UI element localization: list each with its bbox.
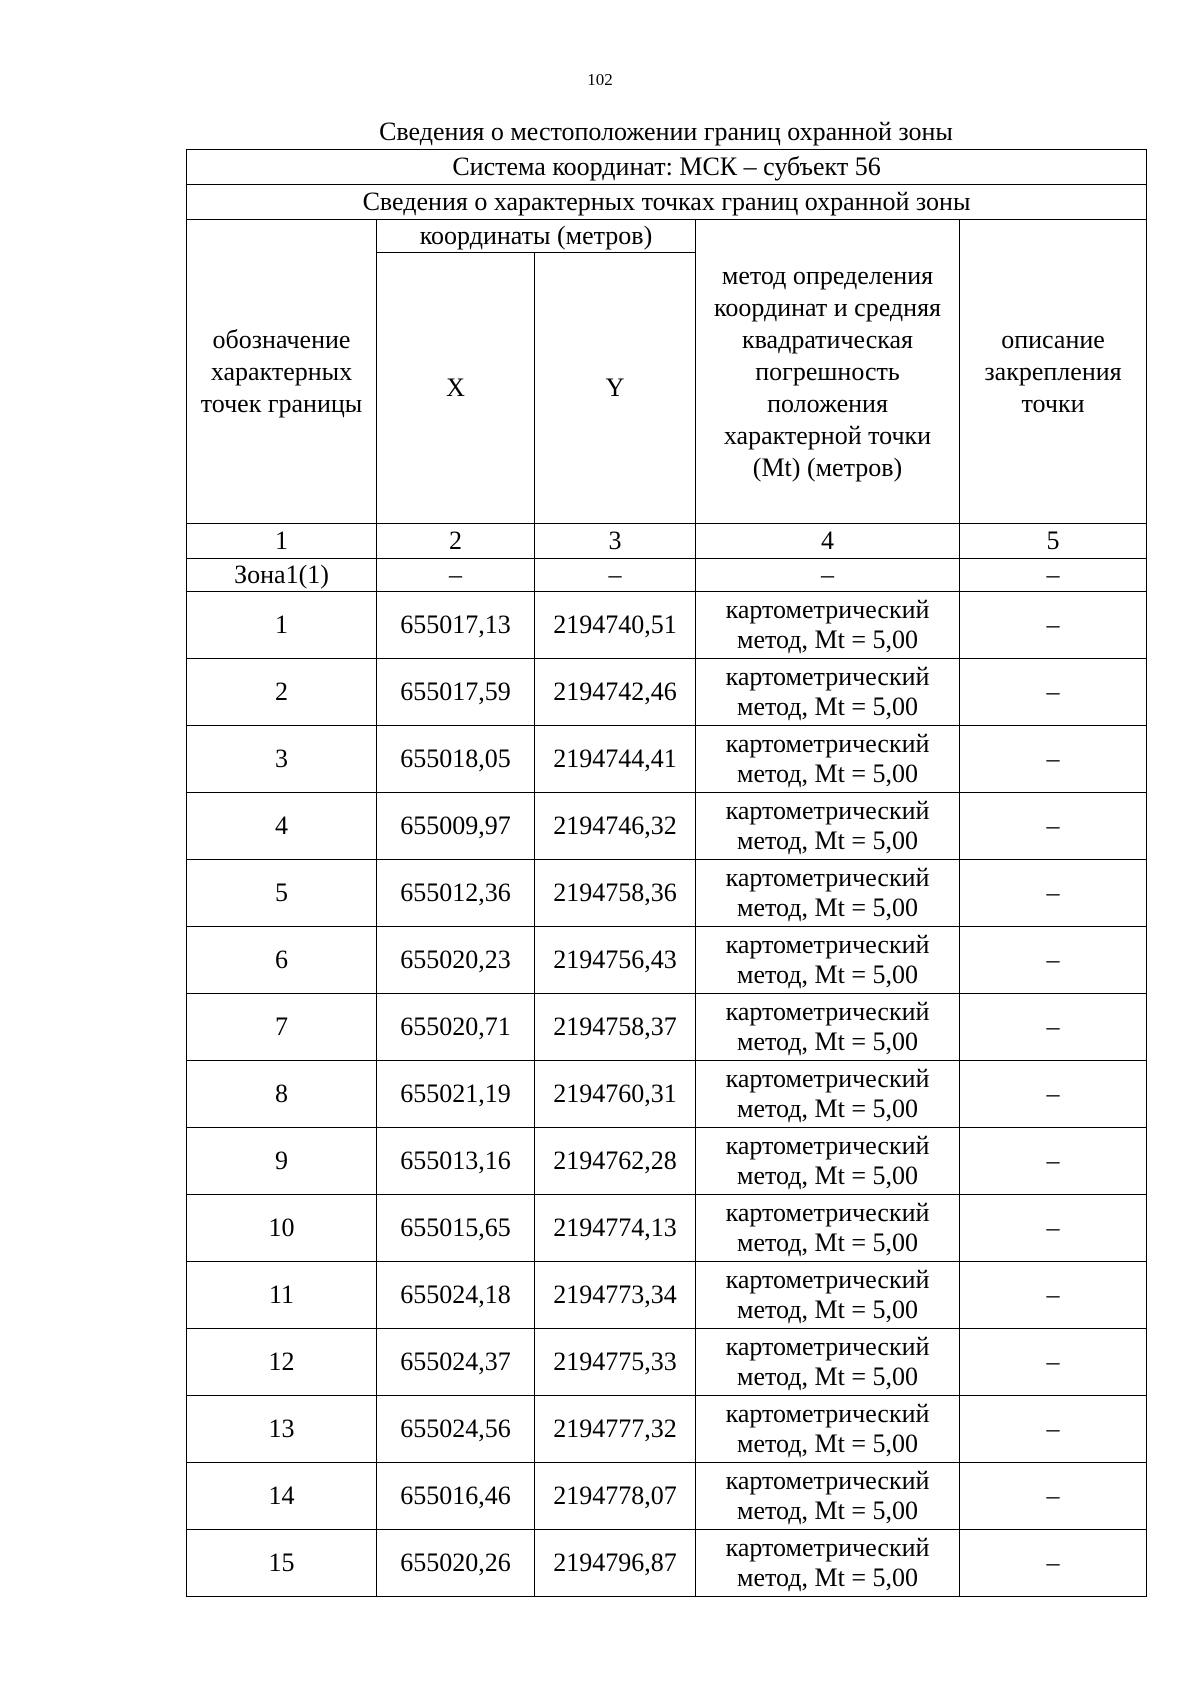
point-number: 13 [187, 1396, 377, 1463]
point-number: 11 [187, 1262, 377, 1329]
point-description: – [960, 726, 1147, 793]
point-number: 12 [187, 1329, 377, 1396]
boundary-points-table [186, 149, 1147, 1597]
point-description: – [960, 1329, 1147, 1396]
point-number: 4 [187, 793, 377, 860]
coordinate-x: 655020,71 [377, 994, 535, 1061]
method-cell [696, 1530, 960, 1597]
coordinate-x: 655013,16 [377, 1128, 535, 1195]
coordinate-x: 655024,18 [377, 1262, 535, 1329]
zone-description: – [960, 559, 1147, 592]
document-title: Сведения о местоположении границ охранной зоны [379, 117, 953, 146]
method-cell [696, 726, 960, 793]
method-cell [696, 1396, 960, 1463]
coordinate-y: 2194773,34 [535, 1262, 696, 1329]
header-point-designation: обозначение характерных точек границы [187, 220, 377, 524]
table-row [187, 726, 1147, 793]
zone-label: Зона1(1) [187, 559, 377, 592]
points-header-cell: Сведения о характерных точках границ охранной зоны [187, 185, 1147, 220]
column-number: 4 [696, 524, 960, 559]
point-description: – [960, 1530, 1147, 1597]
method-cell [696, 1061, 960, 1128]
method-line: картометрический [725, 1265, 930, 1294]
table-row [187, 927, 1147, 994]
coordinate-x: 655017,59 [377, 659, 535, 726]
method-line: картометрический [725, 1064, 930, 1093]
coordinate-x: 655017,13 [377, 592, 535, 659]
method-line: метод, Mt = 5,00 [737, 893, 918, 922]
column-number: 2 [377, 524, 535, 559]
coordinate-y: 2194775,33 [535, 1329, 696, 1396]
column-number: 3 [535, 524, 696, 559]
point-description: – [960, 994, 1147, 1061]
coordinate-y: 2194760,31 [535, 1061, 696, 1128]
table-row [187, 592, 1147, 659]
method-line: картометрический [725, 729, 930, 758]
method-line: картометрический [725, 997, 930, 1026]
method-line: картометрический [725, 796, 930, 825]
coordinate-x: 655021,19 [377, 1061, 535, 1128]
method-cell [696, 659, 960, 726]
table-row [187, 1128, 1147, 1195]
point-description: – [960, 927, 1147, 994]
point-description: – [960, 1061, 1147, 1128]
point-description: – [960, 1396, 1147, 1463]
coordinate-y: 2194758,36 [535, 860, 696, 927]
coordinate-x: 655020,23 [377, 927, 535, 994]
coordinate-system-cell: Система координат: МСК – субъект 56 [187, 150, 1147, 185]
method-line: метод, Mt = 5,00 [737, 1161, 918, 1190]
method-line: метод, Mt = 5,00 [737, 1563, 918, 1592]
column-number: 5 [960, 524, 1147, 559]
method-cell [696, 994, 960, 1061]
point-description: – [960, 793, 1147, 860]
method-cell [696, 1262, 960, 1329]
point-number: 9 [187, 1128, 377, 1195]
method-line: метод, Mt = 5,00 [737, 960, 918, 989]
method-line: метод, Mt = 5,00 [737, 1228, 918, 1257]
point-description: – [960, 860, 1147, 927]
table-row [187, 1195, 1147, 1262]
coordinate-y: 2194740,51 [535, 592, 696, 659]
coordinate-x: 655009,97 [377, 793, 535, 860]
page-number: 102 [587, 70, 613, 89]
point-description: – [960, 1262, 1147, 1329]
method-line: метод, Mt = 5,00 [737, 625, 918, 654]
point-description: – [960, 592, 1147, 659]
table-row [187, 793, 1147, 860]
coordinate-y: 2194758,37 [535, 994, 696, 1061]
method-cell [696, 793, 960, 860]
zone-x: – [377, 559, 535, 592]
point-description: – [960, 659, 1147, 726]
method-cell [696, 1329, 960, 1396]
method-line: картометрический [725, 595, 930, 624]
method-cell [696, 927, 960, 994]
method-line: метод, Mt = 5,00 [737, 826, 918, 855]
coordinate-y: 2194774,13 [535, 1195, 696, 1262]
header-y: Y [535, 253, 696, 524]
point-number: 1 [187, 592, 377, 659]
table-row [187, 860, 1147, 927]
table-row [187, 1061, 1147, 1128]
method-line: картометрический [725, 662, 930, 691]
point-description: – [960, 1195, 1147, 1262]
point-description: – [960, 1463, 1147, 1530]
method-line: картометрический [725, 1131, 930, 1160]
point-number: 6 [187, 927, 377, 994]
coordinate-y: 2194778,07 [535, 1463, 696, 1530]
table-row [187, 1463, 1147, 1530]
coordinate-system-row [187, 150, 1147, 185]
method-line: метод, Mt = 5,00 [737, 1496, 918, 1525]
coordinate-x: 655024,56 [377, 1396, 535, 1463]
point-number: 3 [187, 726, 377, 793]
table-row [187, 659, 1147, 726]
coordinate-y: 2194756,43 [535, 927, 696, 994]
point-number: 7 [187, 994, 377, 1061]
point-number: 15 [187, 1530, 377, 1597]
column-number-row [187, 524, 1147, 559]
coordinate-x: 655020,26 [377, 1530, 535, 1597]
table-row [187, 994, 1147, 1061]
header-description: описание закрепления точки [960, 220, 1147, 524]
method-line: метод, Mt = 5,00 [737, 1295, 918, 1324]
method-line: картометрический [725, 1332, 930, 1361]
coordinate-x: 655024,37 [377, 1329, 535, 1396]
table-row [187, 1329, 1147, 1396]
method-cell [696, 1128, 960, 1195]
column-number: 1 [187, 524, 377, 559]
method-cell [696, 1463, 960, 1530]
method-line: метод, Mt = 5,00 [737, 1094, 918, 1123]
method-line: картометрический [725, 863, 930, 892]
coordinate-y: 2194744,41 [535, 726, 696, 793]
coordinate-y: 2194746,32 [535, 793, 696, 860]
coordinate-x: 655012,36 [377, 860, 535, 927]
method-cell [696, 1195, 960, 1262]
method-line: метод, Mt = 5,00 [737, 1429, 918, 1458]
method-cell [696, 860, 960, 927]
method-line: картометрический [725, 1198, 930, 1227]
coordinate-x: 655018,05 [377, 726, 535, 793]
coordinate-y: 2194762,28 [535, 1128, 696, 1195]
point-number: 5 [187, 860, 377, 927]
zone-row [187, 559, 1147, 592]
coordinate-y: 2194777,32 [535, 1396, 696, 1463]
header-x: X [377, 253, 535, 524]
method-line: картометрический [725, 1399, 930, 1428]
method-line: метод, Mt = 5,00 [737, 1027, 918, 1056]
method-line: метод, Mt = 5,00 [737, 1362, 918, 1391]
coordinate-y: 2194742,46 [535, 659, 696, 726]
table-row [187, 1396, 1147, 1463]
method-line: метод, Mt = 5,00 [737, 692, 918, 721]
coordinate-y: 2194796,87 [535, 1530, 696, 1597]
table-row [187, 1530, 1147, 1597]
table-row [187, 1262, 1147, 1329]
point-description: – [960, 1128, 1147, 1195]
point-number: 8 [187, 1061, 377, 1128]
header-coordinates: координаты (метров) [377, 220, 696, 253]
coordinate-x: 655016,46 [377, 1463, 535, 1530]
point-number: 10 [187, 1195, 377, 1262]
method-line: картометрический [725, 930, 930, 959]
point-number: 2 [187, 659, 377, 726]
column-header-row [187, 220, 1147, 253]
points-header-row [187, 185, 1147, 220]
coordinate-x: 655015,65 [377, 1195, 535, 1262]
zone-method: – [696, 559, 960, 592]
zone-y: – [535, 559, 696, 592]
method-line: картометрический [725, 1466, 930, 1495]
header-method: метод определения координат и средняя квадратическая погрешность положения характерной точки (Mt) (метров) [696, 220, 960, 524]
method-line: метод, Mt = 5,00 [737, 759, 918, 788]
point-number: 14 [187, 1463, 377, 1530]
method-cell [696, 592, 960, 659]
method-line: картометрический [725, 1533, 930, 1562]
